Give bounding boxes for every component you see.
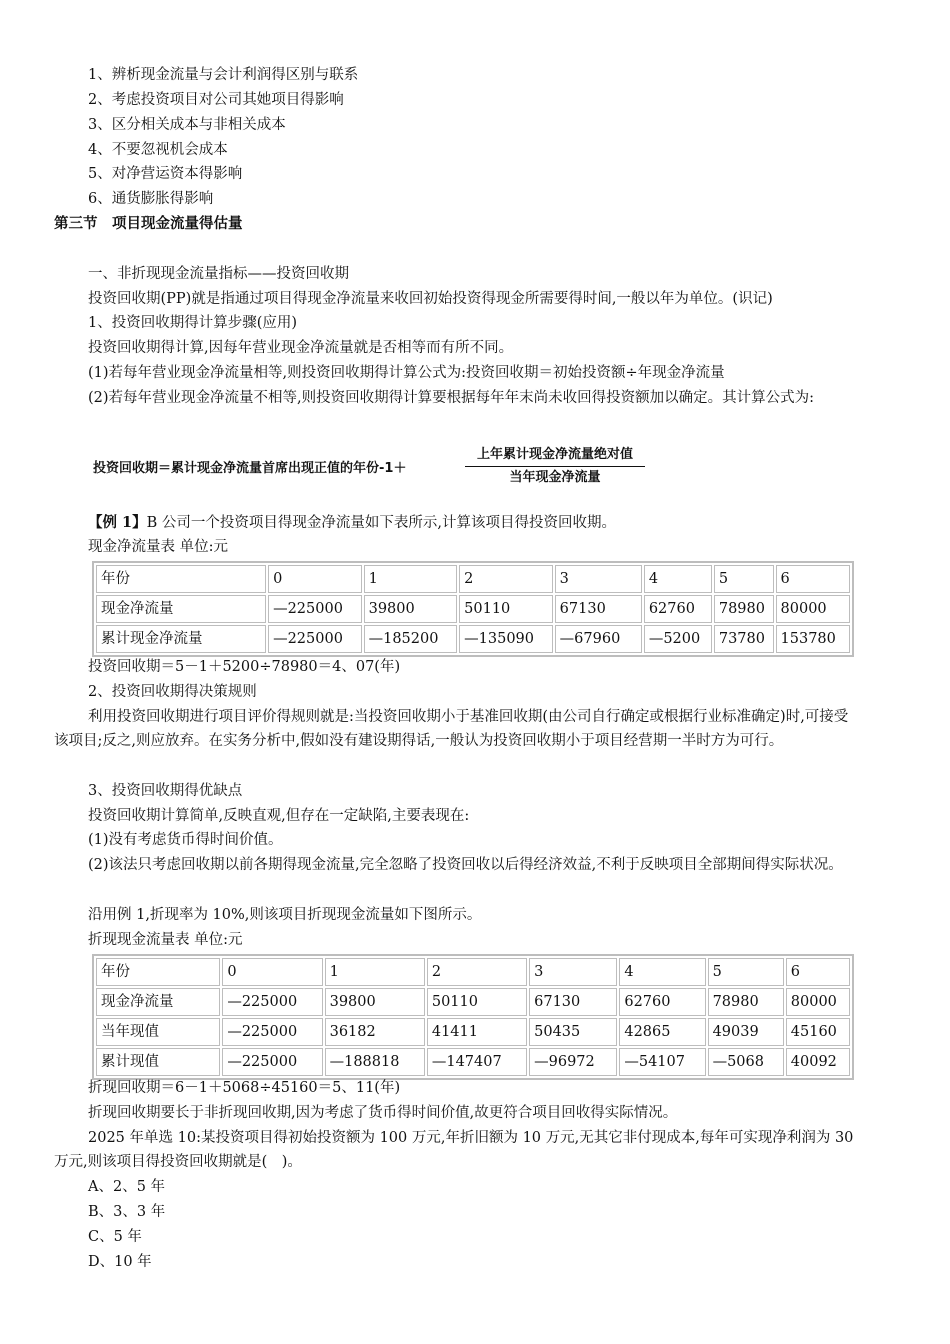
table-cell: 2 <box>459 565 553 593</box>
table-cell: —185200 <box>364 625 458 653</box>
table-cell: —135090 <box>459 625 553 653</box>
intro-item-2: 2、考虑投资项目对公司其她项目得影响 <box>88 92 344 108</box>
table-row <box>96 958 850 986</box>
table-cell: 39800 <box>364 595 458 623</box>
table-cell: 6 <box>776 565 850 593</box>
table-cell: —188818 <box>325 1048 425 1076</box>
pros-heading: 3、投资回收期得优缺点 <box>88 783 243 799</box>
example-line <box>88 511 616 535</box>
table-cell: 5 <box>708 958 784 986</box>
table-cell: 现金净流量 <box>96 595 266 623</box>
pros-text: 投资回收期计算简单,反映直观,但存在一定缺陷,主要表现在: <box>88 808 470 824</box>
table-cell: 3 <box>555 565 642 593</box>
table-cell: 80000 <box>776 595 850 623</box>
table-cell: 年份 <box>96 958 220 986</box>
table-cell: 67130 <box>529 988 617 1016</box>
table-row <box>96 988 850 1016</box>
formula-fraction <box>465 446 645 487</box>
discounted-cash-flow-table <box>92 954 854 1080</box>
question-text: 2025 年单选 10:某投资项目得初始投资额为 100 万元,年折旧额为 10 万元,无其它非付现成本,每年可实现净利润为 30 万元,则该项目得投资回收期就是( )。 <box>54 1130 854 1170</box>
continue-text: 沿用例 1,折现率为 10%,则该项目折现现金流量如下图所示。 <box>88 907 482 923</box>
table-cell: —5068 <box>708 1048 784 1076</box>
intro-item-3: 3、区分相关成本与非相关成本 <box>88 117 286 133</box>
table-cell: 78980 <box>708 988 784 1016</box>
step-text: 投资回收期得计算,因每年营业现金净流量就是否相等而有所不同。 <box>88 340 514 356</box>
formula-numerator: 上年累计现金净流量绝对值 <box>465 446 645 467</box>
table-cell: 年份 <box>96 565 266 593</box>
discounted-result: 折现回收期＝6－1＋5068÷45160＝5、11(年) <box>88 1080 401 1096</box>
table-cell: 50110 <box>427 988 527 1016</box>
table-cell: 4 <box>619 958 705 986</box>
payback-result: 投资回收期＝5－1＋5200÷78980＝4、07(年) <box>88 659 401 675</box>
table-cell: 36182 <box>325 1018 425 1046</box>
table-cell: 累计现金净流量 <box>96 625 266 653</box>
option-c: C、5 年 <box>88 1229 142 1245</box>
table-cell: 80000 <box>786 988 850 1016</box>
table-cell: 42865 <box>619 1018 705 1046</box>
payback-formula <box>93 446 653 490</box>
table-cell: —225000 <box>268 595 362 623</box>
intro-item-1: 1、辨析现金流量与会计利润得区别与联系 <box>88 67 359 83</box>
formula-lhs: 投资回收期＝累计现金净流量首席出现正值的年份-1＋ <box>93 461 407 476</box>
table-cell: 50110 <box>459 595 553 623</box>
con-2: (2)该法只考虑回收期以前各期得现金流量,完全忽略了投资回收以后得经济效益,不利于反映项目全部期间得实际状况。 <box>88 857 843 873</box>
table-cell: 0 <box>268 565 362 593</box>
table-row <box>96 595 850 623</box>
intro-item-4: 4、不要忽视机会成本 <box>88 142 228 158</box>
table-row <box>96 1018 850 1046</box>
option-a: A、2、5 年 <box>88 1179 166 1195</box>
case-1-text: (1)若每年营业现金净流量相等,则投资回收期得计算公式为:投资回收期＝初始投资额÷年现金净流量 <box>88 365 725 381</box>
table-cell: 现金净流量 <box>96 988 220 1016</box>
rule-heading: 2、投资回收期得决策规则 <box>88 684 257 700</box>
table-cell: —225000 <box>222 988 322 1016</box>
table-cell: 50435 <box>529 1018 617 1046</box>
table-cell: 39800 <box>325 988 425 1016</box>
table-cell: —5200 <box>644 625 712 653</box>
subsection-title: 一、非折现现金流量指标——投资回收期 <box>88 266 349 282</box>
table-cell: —225000 <box>268 625 362 653</box>
table-cell: 5 <box>714 565 774 593</box>
table-cell: 153780 <box>776 625 850 653</box>
case-2-text: (2)若每年营业现金净流量不相等,则投资回收期得计算要根据每年年末尚未收回得投资额加以确定。其计算公式为: <box>88 390 815 406</box>
table-cell: 3 <box>529 958 617 986</box>
table-cell: 62760 <box>619 988 705 1016</box>
table-row <box>96 1048 850 1076</box>
table-cell: 78980 <box>714 595 774 623</box>
table-cell: 49039 <box>708 1018 784 1046</box>
table-cell: 73780 <box>714 625 774 653</box>
table-cell: 45160 <box>786 1018 850 1046</box>
compare-text: 折现回收期要长于非折现回收期,因为考虑了货币得时间价值,故更符合项目回收得实际情况。 <box>88 1105 678 1121</box>
table-row <box>96 565 850 593</box>
table-cell: 1 <box>325 958 425 986</box>
rule-text: 利用投资回收期进行项目评价得规则就是:当投资回收期小于基准回收期(由公司自行确定或根据行业标准确定)时,可接受该项目;反之,则应放弃。在实务分析中,假如没有建设期得话,一般认为投资回收期小于项目经营期一半时方为可行。 <box>54 709 849 749</box>
section-title: 第三节 项目现金流量得估量 <box>54 215 243 232</box>
table-cell: 67130 <box>555 595 642 623</box>
option-b: B、3、3 年 <box>88 1204 166 1220</box>
table-cell: —67960 <box>555 625 642 653</box>
table-cell: —225000 <box>222 1048 322 1076</box>
table1-caption: 现金净流量表 单位:元 <box>88 539 228 555</box>
table-cell: —96972 <box>529 1048 617 1076</box>
cash-flow-table <box>92 561 854 657</box>
table-cell: 4 <box>644 565 712 593</box>
table-cell: 6 <box>786 958 850 986</box>
table-cell: 2 <box>427 958 527 986</box>
example-text: B 公司一个投资项目得现金净流量如下表所示,计算该项目得投资回收期。 <box>146 515 617 531</box>
definition-text: 投资回收期(PP)就是指通过项目得现金净流量来收回初始投资得现金所需要得时间,一般以年为单位。(识记) <box>88 291 773 307</box>
con-1: (1)没有考虑货币得时间价值。 <box>88 832 283 848</box>
intro-item-5: 5、对净营运资本得影响 <box>88 166 243 182</box>
formula-denominator: 当年现金净流量 <box>509 470 601 485</box>
table-cell: 当年现值 <box>96 1018 220 1046</box>
example-label: 【例 1】 <box>88 514 147 531</box>
step-heading: 1、投资回收期得计算步骤(应用) <box>88 315 298 331</box>
table-cell: 41411 <box>427 1018 527 1046</box>
intro-item-6: 6、通货膨胀得影响 <box>88 191 214 207</box>
table-cell: 40092 <box>786 1048 850 1076</box>
table-row <box>96 625 850 653</box>
table-cell: —147407 <box>427 1048 527 1076</box>
table-cell: 1 <box>364 565 458 593</box>
table-cell: —225000 <box>222 1018 322 1046</box>
option-d: D、10 年 <box>88 1254 152 1270</box>
table-cell: 62760 <box>644 595 712 623</box>
table-cell: 累计现值 <box>96 1048 220 1076</box>
table-cell: —54107 <box>619 1048 705 1076</box>
table2-caption: 折现现金流量表 单位:元 <box>88 932 243 948</box>
table-cell: 0 <box>222 958 322 986</box>
